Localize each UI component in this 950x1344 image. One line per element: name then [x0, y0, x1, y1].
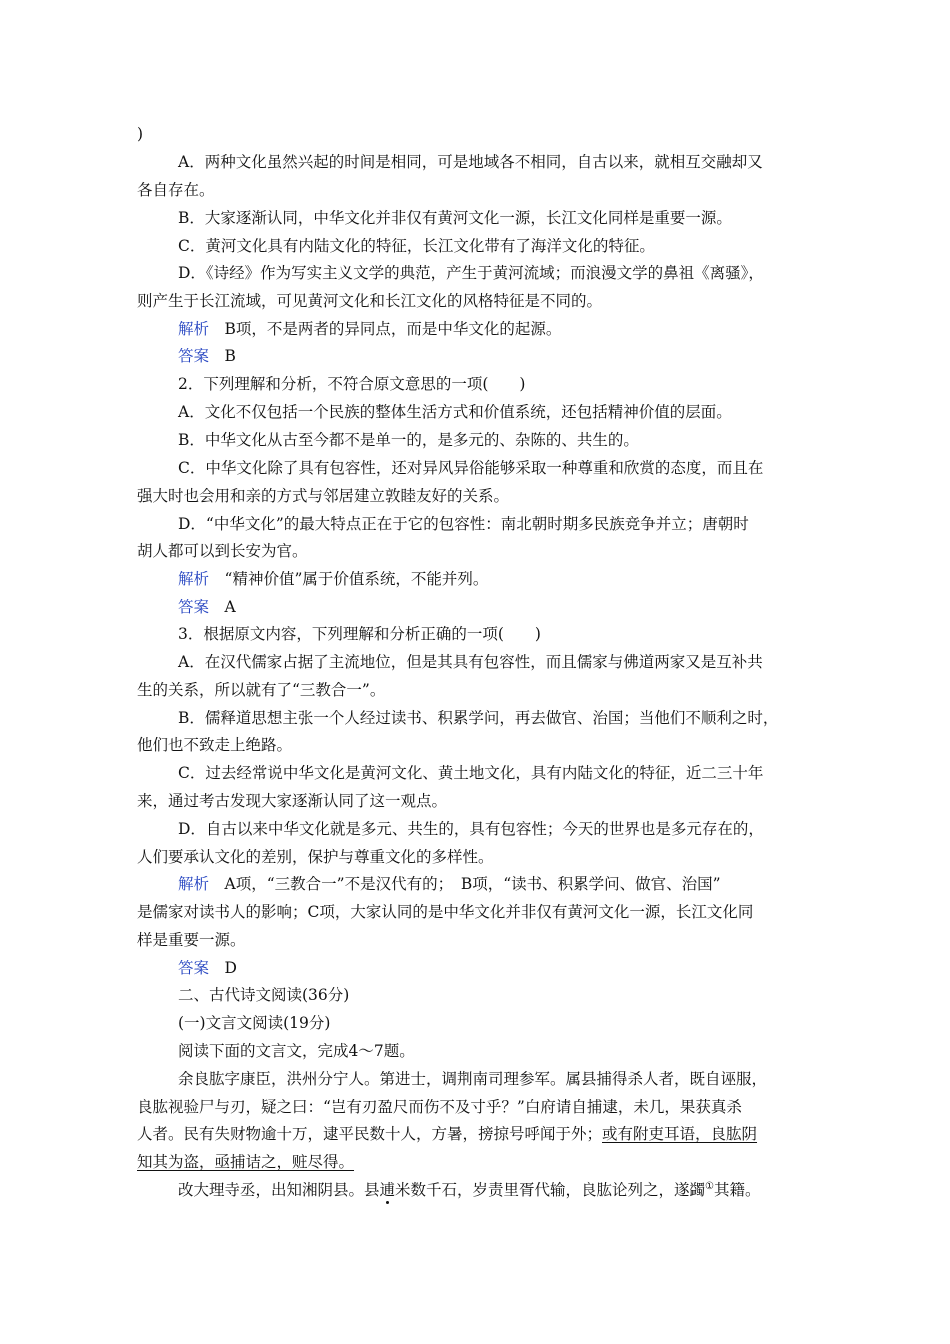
q3-option-c: C．过去经常说中华文化是黄河文化、黄土地文化，具有内陆文化的特征，近二三十年	[178, 764, 764, 782]
q3-option-d-cont: 人们要承认文化的差别，保护与尊重文化的多样性。	[137, 848, 494, 866]
passage-line-5	[178, 1180, 761, 1200]
analysis-text: B项，不是两者的异同点，而是中华文化的起源。	[224, 320, 562, 338]
q1-option-d-cont: 则产生于长江流域，可见黄河文化和长江文化的风格特征是不同的。	[137, 292, 603, 310]
q3-option-b-cont: 他们也不致走上绝路。	[137, 736, 293, 754]
q2-stem: 2．下列理解和分析，不符合原文意思的一项( )	[178, 375, 526, 393]
analysis-text: A项，“三教合一”不是汉代有的； B项，“读书、积累学问、做官、治国”	[224, 875, 721, 893]
answer-label: 答案	[178, 598, 210, 616]
passage-line-1: 余良肱字康臣，洪州分宁人。第进士，调荆南司理参军。属县捕得杀人者，既自诬服，	[178, 1070, 768, 1088]
q1-option-b: B．大家逐渐认同，中华文化并非仅有黄河文化一源，长江文化同样是重要一源。	[178, 209, 732, 227]
answer-text: D	[224, 959, 237, 977]
q1-option-a-cont: 各自存在。	[137, 181, 215, 199]
q3-option-c-cont: 来，通过考古发现大家逐渐认同了这一观点。	[137, 792, 448, 810]
q3-analysis-cont: 是儒家对读书人的影响；C项，大家认同的是中华文化并非仅有黄河文化一源，长江文化同	[137, 903, 754, 921]
q1-option-a: A．两种文化虽然兴起的时间是相同，可是地域各不相同，自古以来，就相互交融却又	[178, 153, 763, 171]
q2-analysis	[178, 569, 488, 589]
answer-label: 答案	[178, 347, 210, 365]
passage-text: 人者。民有失财物逾十万，逮平民数十人，方暑，搒掠号呼闻于外；	[137, 1125, 603, 1143]
q1-option-d: D．《诗经》作为写实主义文学的典范，产生于黄河流域；而浪漫文学的鼻祖《离骚》，	[178, 264, 764, 282]
q3-option-b: B．儒释道思想主张一个人经过读书、积累学问，再去做官、治国；当他们不顺利之时，	[178, 709, 779, 727]
section-title: 二、古代诗文阅读(36分)	[178, 986, 350, 1004]
q1-stem-tail: )	[137, 125, 144, 143]
passage-text: 改大理寺丞，出知湘阴县。县	[178, 1181, 380, 1199]
analysis-text: “精神价值”属于价值系统，不能并列。	[224, 570, 489, 588]
q3-analysis	[178, 874, 721, 894]
passage-text: 其籍。	[714, 1181, 761, 1199]
q3-option-a: A．在汉代儒家占据了主流地位，但是其具有包容性，而且儒家与佛道两家又是互补共	[178, 653, 763, 671]
analysis-label: 解析	[178, 875, 210, 893]
q2-option-b: B．中华文化从古至今都不是单一的，是多元的、杂陈的、共生的。	[178, 431, 639, 449]
q3-answer	[178, 958, 237, 978]
q2-option-d: D．“中华文化”的最大特点正在于它的包容性：南北朝时期多民族竞争并立；唐朝时	[178, 515, 749, 533]
answer-text: B	[224, 347, 236, 365]
q1-option-c: C．黄河文化具有内陆文化的特征，长江文化带有了海洋文化的特征。	[178, 237, 655, 255]
answer-label: 答案	[178, 959, 210, 977]
q1-analysis	[178, 319, 561, 339]
q3-stem: 3．根据原文内容，下列理解和分析正确的一项( )	[178, 625, 541, 643]
analysis-label: 解析	[178, 320, 210, 338]
underlined-sentence: 或有附吏耳语，良肱阴	[602, 1125, 758, 1143]
reading-instruction: 阅读下面的文言文，完成4～7题。	[178, 1042, 415, 1060]
q3-analysis-cont2: 样是重要一源。	[137, 931, 246, 949]
passage-line-3	[137, 1124, 757, 1144]
q2-option-d-cont: 胡人都可以到长安为官。	[137, 542, 308, 560]
passage-text: 米数千石，岁责里胥代输，良肱论列之，遂蠲	[395, 1181, 706, 1199]
q2-option-a: A．文化不仅包括一个民族的整体生活方式和价值系统，还包括精神价值的层面。	[178, 403, 732, 421]
footnote-marker: ①	[705, 1180, 715, 1192]
answer-text: A	[224, 598, 236, 616]
passage-line-4	[137, 1152, 354, 1172]
q3-option-d: D．自古以来中华文化就是多元、共生的，具有包容性；今天的世界也是多元存在的，	[178, 820, 764, 838]
passage-line-2: 良肱视验尸与刃，疑之曰：“岂有刃盈尺而伤不及寸乎？”白府请自捕逮，未几，果获真杀	[137, 1098, 742, 1116]
q3-option-a-cont: 生的关系，所以就有了“三教合一”。	[137, 681, 386, 699]
subsection-title: (一)文言文阅读(19分)	[178, 1014, 331, 1032]
q2-option-c-cont: 强大时也会用和亲的方式与邻居建立敦睦友好的关系。	[137, 487, 510, 505]
q2-option-c: C．中华文化除了具有包容性，还对异风异俗能够采取一种尊重和欣赏的态度，而且在	[178, 459, 764, 477]
q1-answer	[178, 346, 236, 366]
underlined-sentence-cont: 知其为盗，亟捕诘之，赃尽得。	[137, 1153, 355, 1171]
q2-answer	[178, 597, 236, 617]
emphasis-dot-char: 逋	[379, 1181, 396, 1199]
analysis-label: 解析	[178, 570, 210, 588]
